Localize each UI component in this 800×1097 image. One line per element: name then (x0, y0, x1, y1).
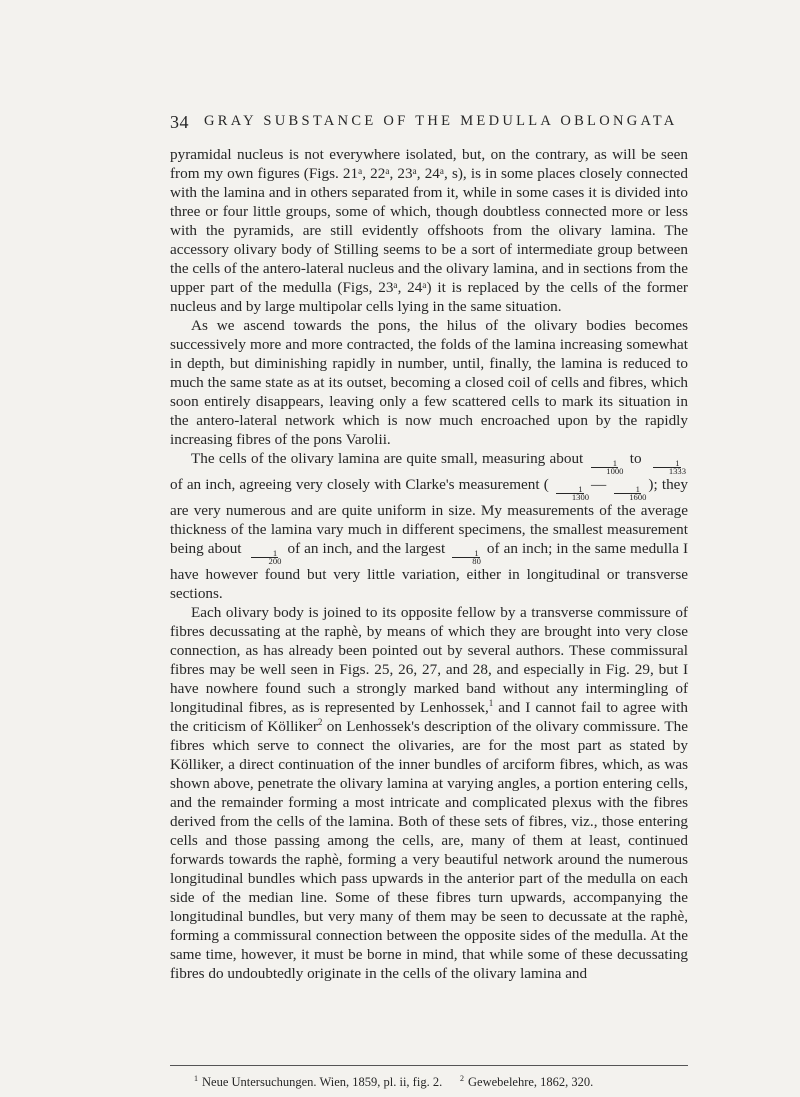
fraction-numerator: 1 (452, 550, 479, 558)
fraction (584, 460, 624, 475)
fraction-numerator: 1 (591, 460, 618, 468)
fraction (607, 486, 647, 501)
running-title: GRAY SUBSTANCE OF THE MEDULLA OBLONGATA (204, 113, 678, 129)
fraction (450, 550, 482, 565)
fraction (647, 460, 687, 475)
text-segment: to (629, 450, 642, 467)
fraction-numerator: 1 (556, 486, 583, 494)
footnote-reference: 2 (317, 716, 323, 727)
footnote-text: Neue Untersuchungen. Wien, 1859, pl. ii, fig. 2. (202, 1075, 443, 1089)
footnote-marker: 2 (460, 1074, 464, 1083)
footnote-rule (170, 1065, 688, 1066)
paragraph-3 (170, 449, 688, 603)
fraction-numerator: 1 (614, 486, 641, 494)
fraction-denominator: 200 (268, 556, 282, 566)
fraction (550, 486, 590, 501)
footnote-2 (460, 1071, 593, 1090)
text-segment: of an inch; in the same medulla I have however found but very little variation, either in longitudinal or transverse sections. (170, 540, 689, 602)
fraction-denominator: 1000 (606, 466, 624, 476)
paragraph-4 (170, 603, 688, 983)
footnote-reference: 1 (488, 697, 494, 708)
fraction-numerator: 1 (251, 550, 278, 558)
fraction-denominator: 1300 (571, 492, 590, 502)
fraction-denominator: 80 (472, 556, 481, 566)
body-text (170, 145, 688, 983)
fraction-numerator: 1 (653, 460, 680, 468)
text-segment: The cells of the olivary lamina are quite small, measuring about (191, 450, 584, 467)
text-segment: ); they are very numerous and are quite uniform in size. My measurements of the average thickness of the lamina vary much in different specimens, the smallest measurement being about (170, 476, 688, 557)
fraction-denominator: 1600 (629, 492, 647, 502)
text-segment: of an inch, and the largest (287, 540, 446, 557)
fraction-denominator: 1333 (668, 466, 686, 476)
footnote-1 (194, 1071, 442, 1090)
text-segment: of an inch, agreeing very closely with Clarke's measurement ( (170, 476, 549, 493)
text-segment: and I cannot fail to agree with the criticism of Kölliker (170, 699, 688, 735)
text-segment: Each olivary body is joined to its opposite fellow by a transverse commissure of fibres decussating at the raphè, by means of which they are brought into very close connection, as has already been pointed out by several authors. These commissural fibres may be well seen in Figs. 25, 26, 27, and 28, and especially in Fig. 29, but I have nowhere found such a strongly marked band without any intermingling of longitudinal fibres, as is represented by Lenhossek, (170, 604, 688, 716)
text-segment: on Lenhossek's description of the olivary commissure. The fibres which serve to connect the olivaries, are for the most part as stated by Kölliker, a direct continuation of the inner bundles of arciform fibres, which, as was shown above, penetrate the olivary lamina at varying angles, a portion entering cells, and the remainder forming a most intricate and complicated plexus with the fibres derived from the cells of the lamina. Both of these sets of fibres, viz., those entering cells and those passing among the cells, are, many of them at least, continued forwards towards the raphè, forming a very beautiful network around the numerous longitudinal bundles which pass upwards in the anterior part of the medulla on each side of the median line. Some of these fibres turn upwards, accompanying the longitudinal bundles, but very many of them may be seen to decussate at the raphè, forming a commissural connection between the opposite sides of the medulla. At the same time, however, it must be borne in mind, that while some of these decussating fibres do undoubtedly originate in the cells of the olivary lamina and (170, 718, 688, 982)
page-number: 34 (170, 112, 189, 132)
footnote-text: Gewebelehre, 1862, 320. (468, 1075, 594, 1089)
footnote-marker: 1 (194, 1074, 198, 1083)
fraction (247, 550, 283, 565)
paragraph-1: pyramidal nucleus is not everywhere isolated, but, on the contrary, as will be seen from my own figures (Figs. 21ᵃ, 22ᵃ, 23ᵃ, 24ᵃ, s), is in some places closely connected with the lamina and in others separated from it, while in some cases it is divided into three or four little groups, some of which, though doubtless connected more or less with the pyramids, are still evidently offshoots from the olivary lamina. The accessory olivary body of Stilling seems to be a sort of intermediate group between the cells of the antero-lateral nucleus and the olivary lamina, and in sections from the upper part of the medulla (Figs, 23ᵃ, 24ᵃ) it is replaced by the cells of the former nucleus and by large multipolar cells lying in the same situation. (170, 146, 688, 315)
paragraph-2: As we ascend towards the pons, the hilus of the olivary bodies becomes successively more and more contracted, the folds of the lamina increasing somewhat in depth, but diminishing rapidly in number, until, finally, the lamina is reduced to much the same state as at its outset, becoming a closed coil of cells and fibres, which soon entirely disappears, leaving only a few scattered cells to mark its situation in the antero-lateral network which is now much encroached upon by the rapidly increasing fibres of the pons Varolii. (170, 317, 688, 448)
page-header (170, 112, 690, 136)
text-segment: — (591, 476, 607, 493)
